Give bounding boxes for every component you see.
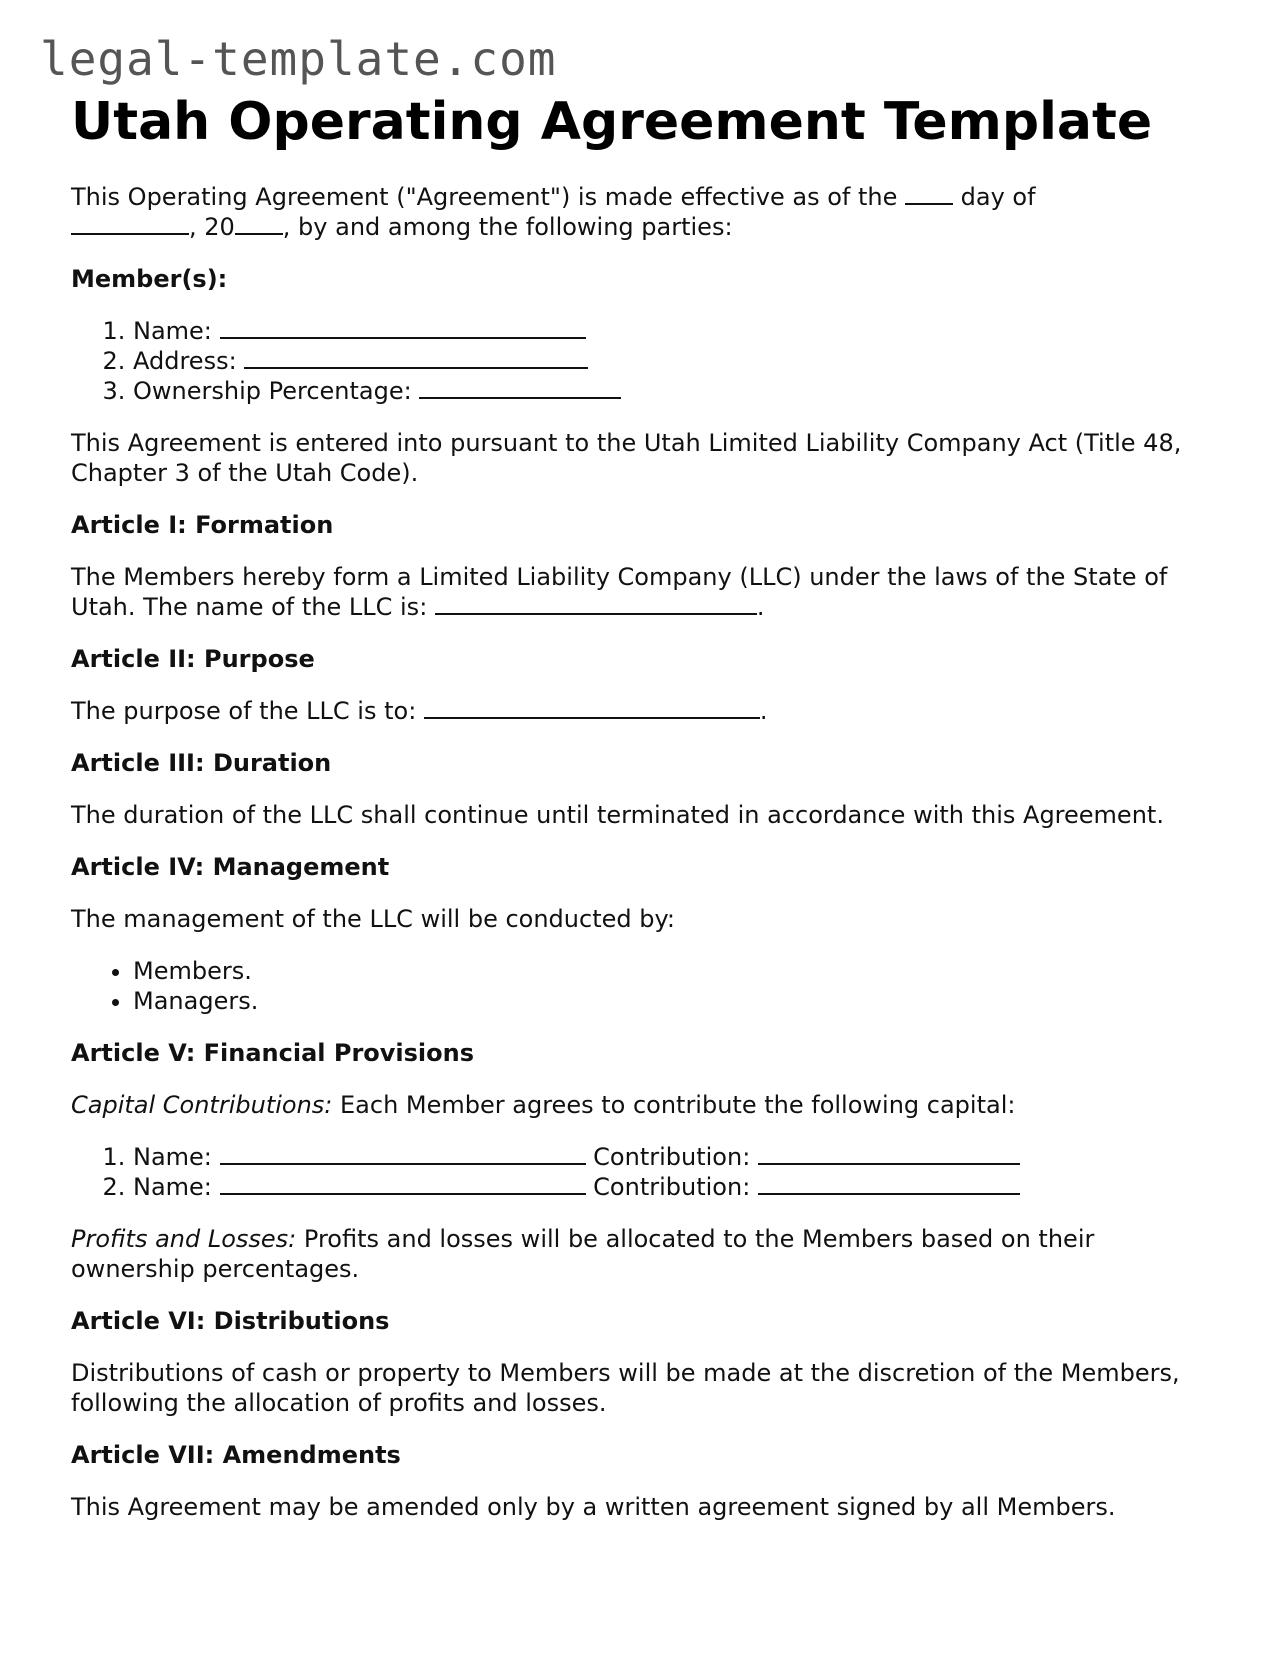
- management-options-list: [71, 956, 1221, 1016]
- article6-heading: Article VI: Distributions: [71, 1307, 390, 1335]
- article1-paragraph: [71, 562, 1221, 622]
- contrib-amount-label: Contribution:: [593, 1173, 751, 1201]
- profits-label: Profits and Losses:: [71, 1225, 297, 1253]
- month-blank[interactable]: [71, 232, 189, 235]
- list-item: [133, 376, 1221, 406]
- document-page: [71, 88, 1221, 1522]
- article2-heading: Article II: Purpose: [71, 645, 315, 673]
- contrib-name-label: Name:: [133, 1143, 212, 1171]
- capital-text: Each Member agrees to contribute the following capital:: [332, 1091, 1016, 1119]
- intro-paragraph: [71, 182, 1221, 242]
- member-ownership-blank[interactable]: [419, 396, 621, 399]
- article3-paragraph: The duration of the LLC shall continue until terminated in accordance with this Agreement.: [71, 801, 1164, 829]
- article1-end: .: [756, 593, 765, 621]
- profits-paragraph: [71, 1224, 1221, 1284]
- contrib-name-label: Name:: [133, 1173, 212, 1201]
- capital-label: Capital Contributions:: [71, 1091, 333, 1119]
- article4-paragraph: The management of the LLC will be conducted by:: [71, 905, 676, 933]
- list-item: [133, 346, 1221, 376]
- intro-text-4: , by and among the following parties:: [282, 213, 733, 241]
- list-item: [133, 1172, 1221, 1202]
- article1-heading: Article I: Formation: [71, 511, 334, 539]
- page-title: Utah Operating Agreement Template: [71, 92, 1153, 152]
- list-item: • Members.: [133, 956, 1221, 986]
- contrib-amount-label: Contribution:: [593, 1143, 751, 1171]
- list-item: [133, 1142, 1221, 1172]
- article6-paragraph: Distributions of cash or property to Members will be made at the discretion of the Members, following the allocation of profits and losses.: [71, 1359, 1180, 1417]
- contrib-name-blank[interactable]: [220, 1162, 586, 1165]
- day-blank[interactable]: [905, 202, 953, 205]
- article5-heading: Article V: Financial Provisions: [71, 1039, 475, 1067]
- intro-text-2: day of: [953, 183, 1036, 211]
- capital-paragraph: [71, 1090, 1221, 1120]
- contrib-name-blank[interactable]: [220, 1192, 586, 1195]
- article2-paragraph: [71, 696, 1221, 726]
- members-heading: Member(s):: [71, 265, 228, 293]
- intro-text-1: This Operating Agreement ("Agreement") is made effective as of the: [71, 183, 905, 211]
- contributions-list: [71, 1142, 1221, 1202]
- intro-text-3: , 20: [189, 213, 235, 241]
- article2-text: The purpose of the LLC is to:: [71, 697, 424, 725]
- member-address-blank[interactable]: [244, 366, 588, 369]
- members-list: [71, 316, 1221, 406]
- article2-end: .: [759, 697, 768, 725]
- list-item: • Managers.: [133, 986, 1221, 1016]
- watermark: legal-template.com: [40, 32, 557, 86]
- member-name-label: Name:: [133, 317, 212, 345]
- article1-text: The Members hereby form a Limited Liability Company (LLC) under the laws of the State of Utah. The name of the LLC is:: [71, 563, 1168, 621]
- act-paragraph: This Agreement is entered into pursuant to the Utah Limited Liability Company Act (Title 48, Chapter 3 of the Utah Code).: [71, 429, 1182, 487]
- llc-name-blank[interactable]: [435, 612, 757, 615]
- purpose-blank[interactable]: [424, 716, 760, 719]
- profits-text: Profits and losses will be allocated to the Members based on their ownership percentages.: [71, 1225, 1095, 1283]
- article4-heading: Article IV: Management: [71, 853, 390, 881]
- contrib-amount-blank[interactable]: [758, 1192, 1020, 1195]
- member-address-label: Address:: [133, 347, 237, 375]
- article7-paragraph: This Agreement may be amended only by a written agreement signed by all Members.: [71, 1493, 1116, 1521]
- article7-heading: Article VII: Amendments: [71, 1441, 401, 1469]
- member-ownership-label: Ownership Percentage:: [133, 377, 412, 405]
- member-name-blank[interactable]: [220, 336, 586, 339]
- contrib-amount-blank[interactable]: [758, 1162, 1020, 1165]
- article3-heading: Article III: Duration: [71, 749, 332, 777]
- year-blank[interactable]: [235, 232, 283, 235]
- list-item: [133, 316, 1221, 346]
